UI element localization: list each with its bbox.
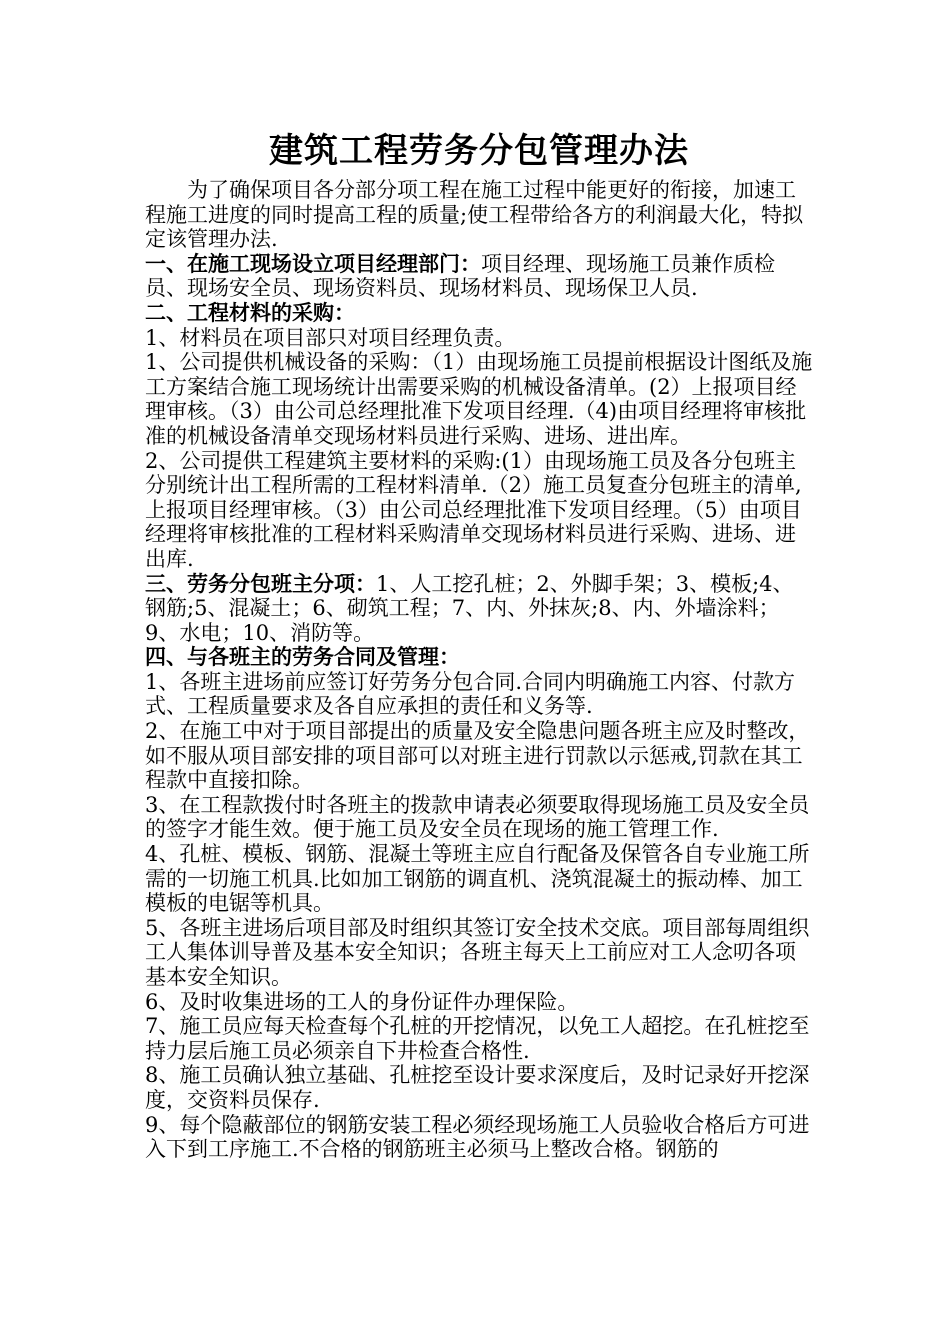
section-4-item: 8、施工员确认独立基础、孔桩挖至设计要求深度后，及时记录好开挖深度，交资料员保存. bbox=[145, 1063, 810, 1112]
section-2-item: 1、公司提供机械设备的采购：（1）由现场施工员提前根据设计图纸及施工方案结合施工现场统计出需要采购的机械设备清单。(2）上报项目经理审核。（3）由公司总经理批准下发项目经理.（4)由项目经理将审核批准的机械设备清单交现场材料员进行采购、进场、进出库。 bbox=[145, 350, 813, 448]
document-title: 建筑工程劳务分包管理办法 bbox=[269, 131, 689, 171]
intro-paragraph: 为了确保项目各分部分项工程在施工过程中能更好的衔接，加速工程施工进度的同时提高工程的质量;使工程带给各方的利润最大化，特拟定该管理办法. bbox=[145, 178, 804, 252]
section-2-item: 1、材料员在项目部只对项目经理负责。 bbox=[145, 325, 516, 350]
section-4-item: 1、各班主进场前应签订好劳务分包合同.合同内明确施工内容、付款方式、工程质量要求及各自应承担的责任和义务等. bbox=[145, 669, 796, 719]
section-2-heading: 二、工程材料的采购： bbox=[145, 299, 355, 325]
section-4-item: 3、在工程款拨付时各班主的拨款申请表必须要取得现场施工员及安全员的签字才能生效。便于施工员及安全员在现场的施工管理工作. bbox=[145, 792, 810, 842]
section-3-text: 1、人工挖孔桩；2、外脚手架；3、模板;4、钢筋;5、混凝土；6、砌筑工程；7、内、外抹灰;8、内、外墙涂料；9、水电；10、消防等。 bbox=[145, 571, 794, 645]
section-4-heading: 四、与各班主的劳务合同及管理： bbox=[145, 644, 460, 670]
section-4-item: 9、每个隐蔽部位的钢筋安装工程必须经现场施工人员验收合格后方可进入下到工序施工.不合格的钢筋班主必须马上整改合格。钢筋的 bbox=[145, 1112, 810, 1162]
section-4-item: 6、及时收集进场的工人的身份证件办理保险。 bbox=[145, 989, 579, 1014]
document-body bbox=[145, 178, 813, 1162]
section-2-item: 2、公司提供工程建筑主要材料的采购:(1）由现场施工员及各分包班主分别统计出工程所需的工程材料清单.（2）施工员复查分包班主的清单,上报项目经理审核。（3）由公司总经理批准下发项目经理。（5）由项目经理将审核批准的工程材料采购清单交现场材料员进行采购、进场、进出库. bbox=[145, 448, 802, 571]
section-4-item: 4、孔桩、模板、钢筋、混凝土等班主应自行配备及保管各自专业施工所需的一切施工机具.比如加工钢筋的调直机、浇筑混凝土的振动棒、加工模板的电锯等机具。 bbox=[145, 842, 810, 916]
section-4-item: 7、施工员应每天检查每个孔桩的开挖情况，以免工人超挖。在孔桩挖至持力层后施工员必须亲自下井检查合格性. bbox=[145, 1014, 810, 1063]
document-page bbox=[145, 128, 813, 1162]
section-3 bbox=[145, 572, 813, 646]
section-4-item: 2、在施工中对于项目部提出的质量及安全隐患问题各班主应及时整改，如不服从项目部安排的项目部可以对班主进行罚款以示惩戒,罚款在其工程款中直接扣除。 bbox=[145, 719, 810, 793]
section-1-text: 项目经理、现场施工员兼作质检员、现场安全员、现场资料员、现场材料员、现场保卫人员. bbox=[145, 251, 775, 301]
section-1-heading: 一、在施工现场设立项目经理部门： bbox=[145, 250, 481, 276]
section-4-item: 5、各班主进场后项目部及时组织其签订安全技术交底。项目部每周组织工人集体训导普及基本安全知识；各班主每天上工前应对工人念叨各项基本安全知识。 bbox=[145, 915, 810, 989]
section-3-heading: 三、劳务分包班主分项： bbox=[145, 570, 376, 596]
section-1 bbox=[145, 252, 813, 301]
